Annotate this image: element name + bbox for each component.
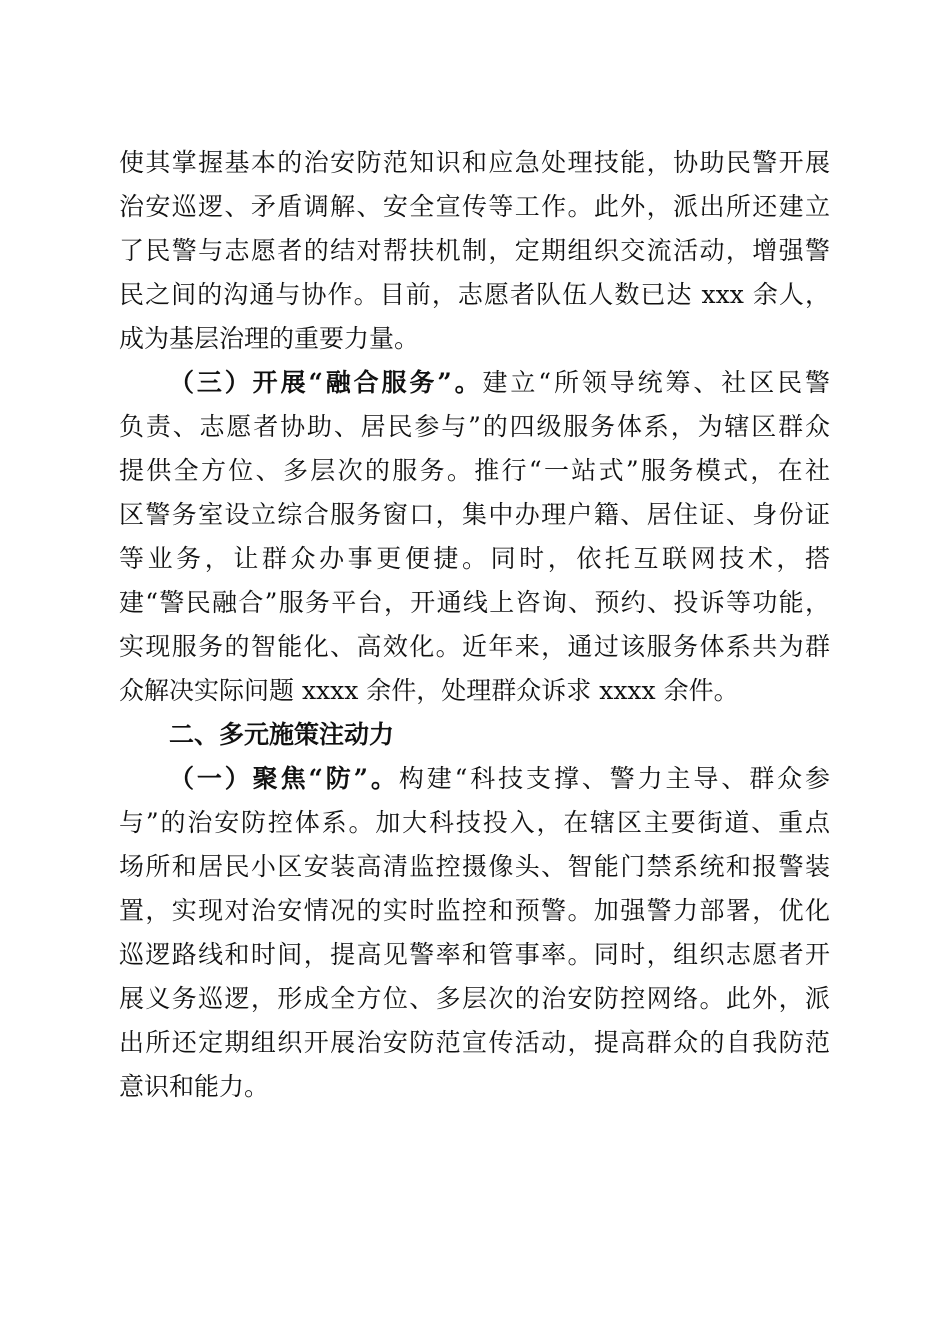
text-line: 建“警民融合”服务平台，开通线上咨询、预约、投诉等功能， bbox=[119, 588, 830, 617]
text-line: 了民警与志愿者的结对帮扶机制，定期组织交流活动，增强警 bbox=[119, 236, 830, 265]
text-line: 场所和居民小区安装高清监控摄像头、智能门禁系统和报警装 bbox=[119, 852, 830, 881]
text-line: 置，实现对治安情况的实时监控和预警。加强警力部署，优化 bbox=[119, 896, 830, 925]
text-line: 展义务巡逻，形成全方位、多层次的治安防控网络。此外，派 bbox=[119, 984, 830, 1013]
text-line: 意识和能力。 bbox=[119, 1072, 270, 1101]
text-line: 治安巡逻、矛盾调解、安全宣传等工作。此外，派出所还建立 bbox=[119, 192, 830, 221]
paragraph-first-line bbox=[169, 757, 830, 801]
text-line: 民之间的沟通与协作。目前，志愿者队伍人数已达 xxx 余人， bbox=[119, 280, 830, 309]
subsection-heading: （一）聚焦“防”。 bbox=[169, 764, 399, 793]
text-line: 出所还定期组织开展治安防范宣传活动，提高群众的自我防范 bbox=[119, 1028, 830, 1057]
paragraph-first-line bbox=[169, 361, 830, 405]
text-line: 成为基层治理的重要力量。 bbox=[119, 324, 420, 353]
text-span: 构建“科技支撑、警力主导、群众参 bbox=[398, 764, 830, 793]
text-line: 巡逻路线和时间，提高见警率和管事率。同时，组织志愿者开 bbox=[119, 940, 830, 969]
section-heading: 二、多元施策注动力 bbox=[169, 720, 395, 749]
text-line: 众解决实际问题 xxxx 余件，处理群众诉求 xxxx 余件。 bbox=[119, 676, 739, 705]
text-line: 区警务室设立综合服务窗口，集中办理户籍、居住证、身份证 bbox=[119, 500, 830, 529]
text-line: 负责、志愿者协助、居民参与”的四级服务体系，为辖区群众 bbox=[119, 412, 830, 441]
text-line: 等业务，让群众办事更便捷。同时，依托互联网技术，搭 bbox=[119, 544, 830, 573]
text-line: 使其掌握基本的治安防范知识和应急处理技能，协助民警开展 bbox=[119, 148, 830, 177]
subsection-heading: （三）开展“融合服务”。 bbox=[169, 368, 483, 397]
text-line: 实现服务的智能化、高效化。近年来，通过该服务体系共为群 bbox=[119, 632, 830, 661]
text-span: 建立“所领导统筹、社区民警 bbox=[482, 368, 830, 397]
text-line: 提供全方位、多层次的服务。推行“一站式”服务模式，在社 bbox=[119, 456, 830, 485]
text-line: 与”的治安防控体系。加大科技投入，在辖区主要街道、重点 bbox=[119, 808, 830, 837]
